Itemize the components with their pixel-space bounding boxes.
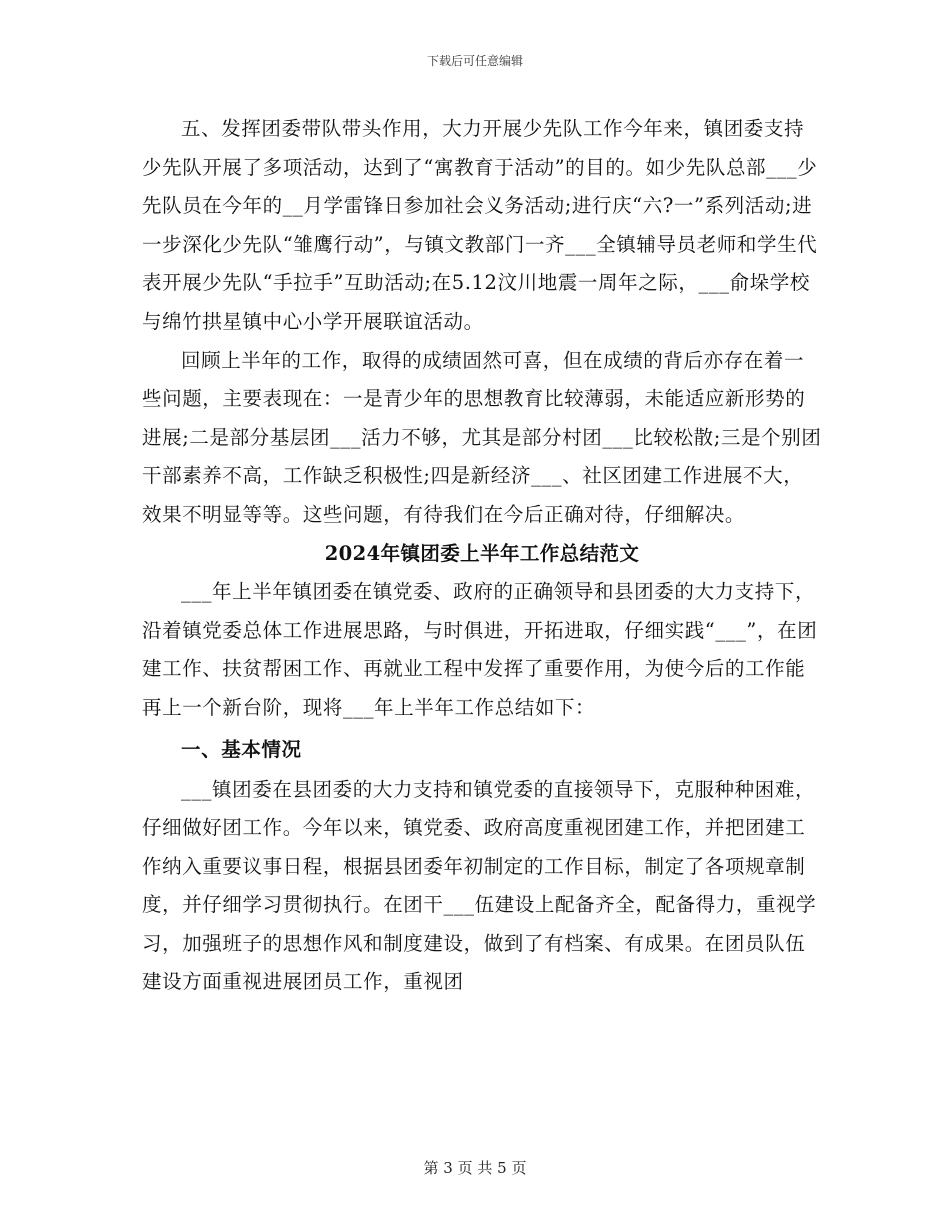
section-heading-basic: 一、基本情况 — [181, 737, 302, 761]
paragraph-basic-situation: ___镇团委在县团委的大力支持和镇党委的直接领导下，克服种种困难，仔细做好团工作。今年以来，镇党委、政府高度重视团建工作，并把团建工作纳入重要议事日程，根据县团委年初制定的工作目标，制定了各项规章制度，并仔细学习贯彻执行。在团干___伍建设上配备齐全，配备得力，重视学习，加强班子的思想作风和制度建设，做到了有档案、有成果。在团员队伍建设方面重视进展团员工作，重视团 — [142, 777, 817, 994]
page-header-note: 下载后可任意编辑 — [426, 54, 523, 68]
document-body — [142, 110, 822, 1002]
paragraph-young-pioneers: 五、发挥团委带队带头作用，大力开展少先队工作今年来，镇团委支持少先队开展了多项活动，达到了“寓教育于活动”的目的。如少先队总部___少先队员在今年的__月学雷锋日参加社会义务活动;进行庆“六?一”系列活动;进一步深化少先队“雏鹰行动”，与镇文教部门一齐___全镇辅导员老师和学生代表开展少先队“手拉手”互助活动;在5.12汶川地震一周年之际，___俞垛学校与绵竹拱星镇中心小学开展联谊活动。 — [142, 117, 818, 333]
document-title: 2024年镇团委上半年工作总结范文 — [324, 541, 640, 565]
paragraph-review: 回顾上半年的工作，取得的成绩固然可喜，但在成绩的背后亦存在着一些问题，主要表现在：一是青少年的思想教育比较薄弱，未能适应新形势的进展;二是部分基层团___活力不够，尤其是部分村团___比较松散;三是个别团干部素养不高，工作缺乏积极性;四是新经济___、社区团建工作进展不大，效果不明显等等。这些问题，有待我们在今后正确对待，仔细解决。 — [142, 348, 822, 526]
paragraph-intro: ___年上半年镇团委在镇党委、政府的正确领导和县团委的大力支持下，沿着镇党委总体工作进展思路，与时俱进，开拓进取，仔细实践“___”，在团建工作、扶贫帮困工作、再就业工程中发挥了重要作用，为使今后的工作能再上一个新台阶，现将___年上半年工作总结如下： — [142, 580, 818, 719]
page-number: 第 3 页 共 5 页 — [423, 1159, 527, 1177]
